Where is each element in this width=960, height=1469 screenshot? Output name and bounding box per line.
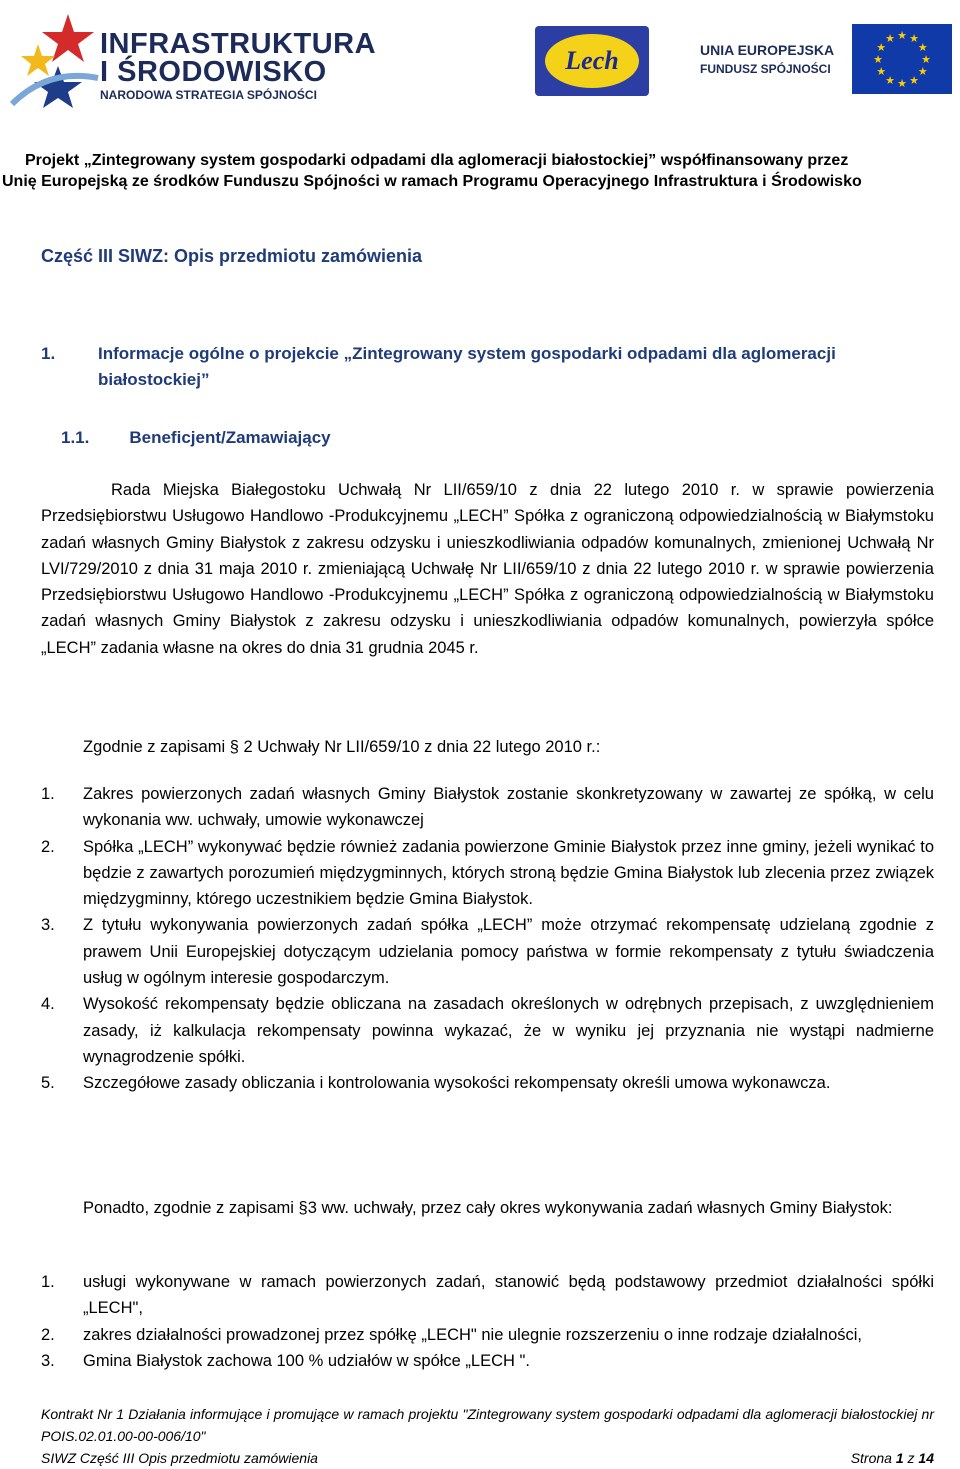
eu-star-icon: ★ xyxy=(917,42,928,54)
eu-subtitle: FUNDUSZ SPÓJNOŚCI xyxy=(700,62,831,76)
project-header-line1: Projekt „Zintegrowany system gospodarki odpadami dla aglomeracji białostockiej” współfinansowany przez xyxy=(25,152,849,169)
eu-star-icon: ★ xyxy=(909,33,919,46)
eu-star-icon: ★ xyxy=(873,54,883,66)
eu-star-icon: ★ xyxy=(921,54,931,66)
eu-star-icon: ★ xyxy=(885,74,895,87)
paragraph-beneficiary: Rada Miejska Białegostoku Uchwałą Nr LII/659/10 z dnia 22 lutego 2010 r. w sprawie powierzenia Przedsiębiorstwu Usługowo Handlowo -Produkcyjnemu „LECH” Spółka z ograniczoną odpowiedzialnością w Białymstoku zadań własnych Gminy Białystok z zakresu odzysku i unieszkodliwiania odpadów komunalnych, zmienionej Uchwałą Nr LVI/729/2010 z dnia 31 maja 2010 r. zmieniającą Uchwałę Nr LII/659/10 z dnia 22 lutego 2010 r. w sprawie powierzenia Przedsiębiorstwu Usługowo Handlowo -Produkcyjnemu „LECH” Spółka z ograniczoną odpowiedzialnością w Białymstoku zadań własnych Gminy Białystok z zakresu odzysku i unieszkodliwiania odpadów komunalnych, powierzyła spółce „LECH” zadania własne na okres do dnia 31 grudnia 2045 r. xyxy=(41,481,934,657)
list-item: 2. Spółka „LECH” wykonywać będzie również zadania powierzone Gminie Białystok przez inne gminy, jeżeli wynikać to będzie z zawartych porozumień międzygminnych, których stroną będzie Gmina Białystok lub zlecenia przez związek międzygminny, którego uczestnikiem będzie Gmina Białystok. xyxy=(41,837,934,909)
section-number: 1.1. xyxy=(61,428,90,447)
eu-star-icon: ★ xyxy=(897,78,907,90)
eu-star-icon: ★ xyxy=(876,42,887,54)
eu-star-icon: ★ xyxy=(917,66,928,78)
list1-intro: Zgodnie z zapisami § 2 Uchwały Nr LII/659/10 z dnia 22 lutego 2010 r.: xyxy=(83,738,601,756)
document-title: Część III SIWZ: Opis przedmiotu zamówienia xyxy=(41,246,423,266)
list-item: 3. Gmina Białystok zachowa 100 % udziałów w spółce „LECH ". xyxy=(41,1351,530,1370)
eu-flag-icon xyxy=(852,24,952,94)
list-item: 1. Zakres powierzonych zadań własnych Gminy Białystok zostanie skonkretyzowany w zawartej ze spółką, w celu wykonania ww. uchwały, umowie wykonawczej xyxy=(41,785,934,830)
section-heading-1-1 xyxy=(61,428,331,448)
list-item: 1. usługi wykonywane w ramach powierzonych zadań, stanowić będą podstawowy przedmiot działalności spółki „LECH", xyxy=(41,1273,934,1318)
list-section2 xyxy=(41,781,934,1097)
eu-star-icon: ★ xyxy=(897,30,907,42)
page-footer xyxy=(41,1403,934,1469)
list-section3 xyxy=(41,1269,934,1374)
eu-star-icon: ★ xyxy=(885,33,895,46)
list-item: 4. Wysokość rekompensaty będzie obliczana na zasadach określonych w odrębnych przepisach, z uwzględnieniem zasady, iż kalkulacja rekompensaty powinna wykazać, że w wyniku jej przyznania nie wystąpi nadmierne wynagrodzenie spółki. xyxy=(41,995,934,1066)
project-header-line2: Unię Europejską ze środków Funduszu Spójności w ramach Programu Operacyjnego Infrastruktura i Środowisko xyxy=(2,173,862,190)
project-header xyxy=(0,150,960,192)
eu-star-icon: ★ xyxy=(876,66,887,78)
list-item: 2. zakres działalności prowadzonej przez spółkę „LECH" nie ulegnie rozszerzeniu o inne rodzaje działalności, xyxy=(41,1325,863,1344)
section-number: 1. xyxy=(41,344,56,363)
eu-title: UNIA EUROPEJSKA xyxy=(700,42,835,58)
section-heading-1 xyxy=(41,341,921,393)
list-item: 3. Z tytułu wykonywania powierzonych zadań spółka „LECH” może otrzymać rekompensatę udzielaną zgodnie z prawem Unii Europejskiej dotyczącym udzielania pomocy państwa w formie rekompensaty z tytułu świadczenia usług w ogólnym interesie gospodarczym. xyxy=(41,916,934,988)
logo-lech-text: Lech xyxy=(565,46,619,75)
footer-doc-name: SIWZ Część III Opis przedmiotu zamówienia xyxy=(41,1450,318,1466)
logo-subtitle: NARODOWA STRATEGIA SPÓJNOŚCI xyxy=(100,88,317,102)
list-item: 5. Szczegółowe zasady obliczania i kontrolowania wysokości rekompensaty określi umowa wykonawcza. xyxy=(41,1074,831,1093)
logo-lech xyxy=(535,26,649,96)
eu-star-icon: ★ xyxy=(909,74,919,87)
logo-infrastruktura-srodowisko xyxy=(8,8,377,114)
paragraph-section3: Ponadto, zgodnie z zapisami §3 ww. uchwały, przez cały okres wykonywania zadań własnych Gminy Białystok: xyxy=(83,1199,893,1217)
star-swoosh-icon xyxy=(8,8,100,114)
section-title: Informacje ogólne o projekcie „Zintegrowany system gospodarki odpadami dla aglomeracji białostockiej” xyxy=(98,344,836,389)
section-title: Beneficjent/Zamawiający xyxy=(129,428,331,447)
footer-contract: Kontrakt Nr 1 Działania informujące i promujące w ramach projektu "Zintegrowany system gospodarki odpadami dla aglomeracji białostockiej nr POIS.02.01.00-00-006/10" xyxy=(41,1406,934,1444)
logo-unia-europejska xyxy=(700,24,950,96)
logo-title: INFRASTRUKTURA I ŚRODOWISKO xyxy=(100,28,377,88)
page-number: Strona 1 z 14 xyxy=(850,1450,934,1466)
